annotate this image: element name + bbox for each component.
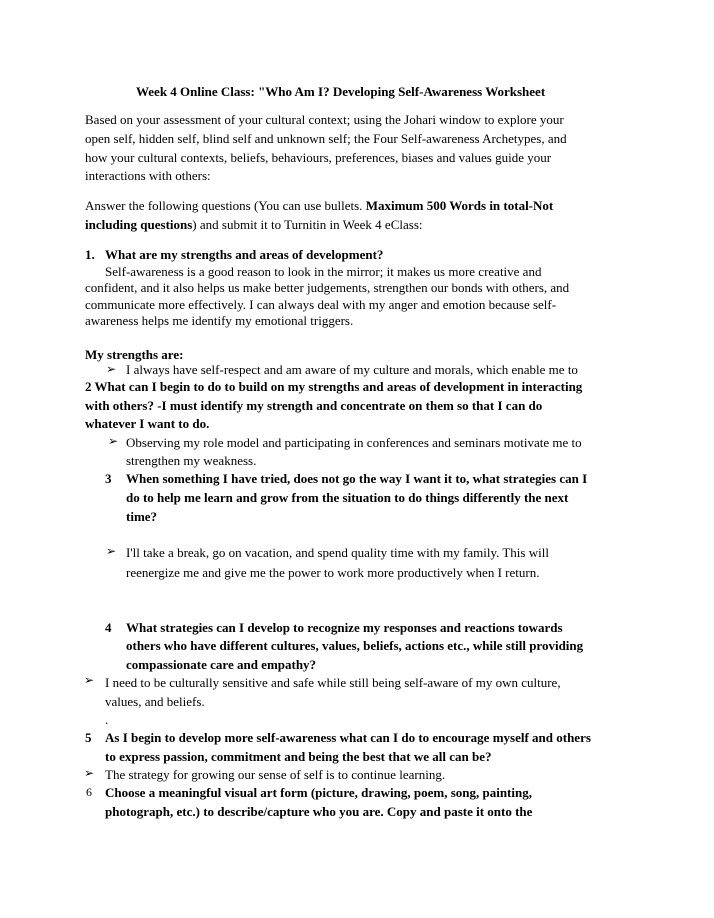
arrow-bullet-icon: ➢ xyxy=(106,362,117,376)
question-text: Choose a meaningful visual art form (picture, drawing, poem, song, painting, xyxy=(105,785,532,800)
question-number: 5 xyxy=(85,730,92,745)
strengths-heading: My strengths are: xyxy=(85,347,184,362)
arrow-bullet-icon: ➢ xyxy=(84,673,95,687)
period-mark: . xyxy=(105,712,109,727)
instructions-text: Answer the following questions (You can use bullets. xyxy=(85,198,366,213)
arrow-bullet-icon: ➢ xyxy=(84,766,95,780)
question-number: 6 xyxy=(86,785,92,799)
word-limit-text: Maximum 500 Words in total-Not xyxy=(365,198,554,213)
question-number: 1. xyxy=(85,247,95,262)
question-text: time? xyxy=(126,509,158,524)
question-text: As I begin to develop more self-awareness what can I do to encourage myself and others xyxy=(105,730,591,745)
question-text: What strategies can I develop to recognize my responses and reactions towards xyxy=(126,620,563,635)
instructions-line xyxy=(85,215,423,234)
arrow-bullet-icon: ➢ xyxy=(106,544,117,558)
question-text: What are my strengths and areas of development? xyxy=(105,247,384,262)
question-text: to express passion, commitment and being the best that we all can be? xyxy=(105,749,492,764)
bullet-text: The strategy for growing our sense of self is to continue learning. xyxy=(105,767,446,782)
bullet-text: Observing my role model and participating in conferences and seminars motivate me to xyxy=(126,435,582,450)
question-number: 3 xyxy=(105,471,112,486)
arrow-bullet-icon: ➢ xyxy=(108,434,119,448)
answer-line: awareness helps me identify my emotional triggers. xyxy=(85,313,354,328)
answer-line: communicate more effectively. I can always deal with my anger and emotion because self- xyxy=(85,297,557,312)
worksheet-title: Week 4 Online Class: "Who Am I? Developing Self-Awareness Worksheet xyxy=(136,84,546,99)
question-text: with others? -I must identify my strength and concentrate on them so that I can do xyxy=(85,398,543,413)
bullet-text: I always have self-respect and am aware of my culture and morals, which enable me to xyxy=(126,362,578,377)
answer-line: Self-awareness is a good reason to look in the mirror; it makes us more creative and xyxy=(105,264,542,279)
answer-line: confident, and it also helps us make better judgements, strengthen our bonds with others, and xyxy=(85,280,570,295)
question-text: 2 What can I begin to do to build on my strengths and areas of development in interacting xyxy=(85,379,583,394)
bullet-text: I need to be culturally sensitive and safe while still being self-aware of my own culture, xyxy=(105,675,561,690)
intro-line: interactions with others: xyxy=(85,168,211,183)
question-text: others who have different cultures, values, beliefs, actions etc., while still providing xyxy=(126,638,584,653)
bullet-text: strengthen my weakness. xyxy=(126,453,257,468)
bullet-text: reenergize me and give me the power to work more productively when I return. xyxy=(126,565,540,580)
bullet-text: I'll take a break, go on vacation, and spend quality time with my family. This will xyxy=(126,545,549,560)
bullet-text: values, and beliefs. xyxy=(105,694,205,709)
intro-line: Based on your assessment of your cultural context; using the Johari window to explore your xyxy=(85,112,564,127)
word-limit-text: including questions xyxy=(85,217,193,232)
intro-line: how your cultural contexts, beliefs, behaviours, preferences, biases and values guide your xyxy=(85,150,552,165)
question-text: whatever I want to do. xyxy=(85,416,210,431)
instructions-line xyxy=(85,196,553,215)
intro-line: open self, hidden self, blind self and unknown self; the Four Self-awareness Archetypes, and xyxy=(85,131,567,146)
question-number: 4 xyxy=(105,620,112,635)
question-text: do to help me learn and grow from the situation to do things differently the next xyxy=(126,490,569,505)
question-text: When something I have tried, does not go the way I want it to, what strategies can I xyxy=(126,471,588,486)
question-text: compassionate care and empathy? xyxy=(126,657,317,672)
instructions-text: ) and submit it to Turnitin in Week 4 eClass: xyxy=(192,217,423,232)
question-text: photograph, etc.) to describe/capture who you are. Copy and paste it onto the xyxy=(105,804,533,819)
